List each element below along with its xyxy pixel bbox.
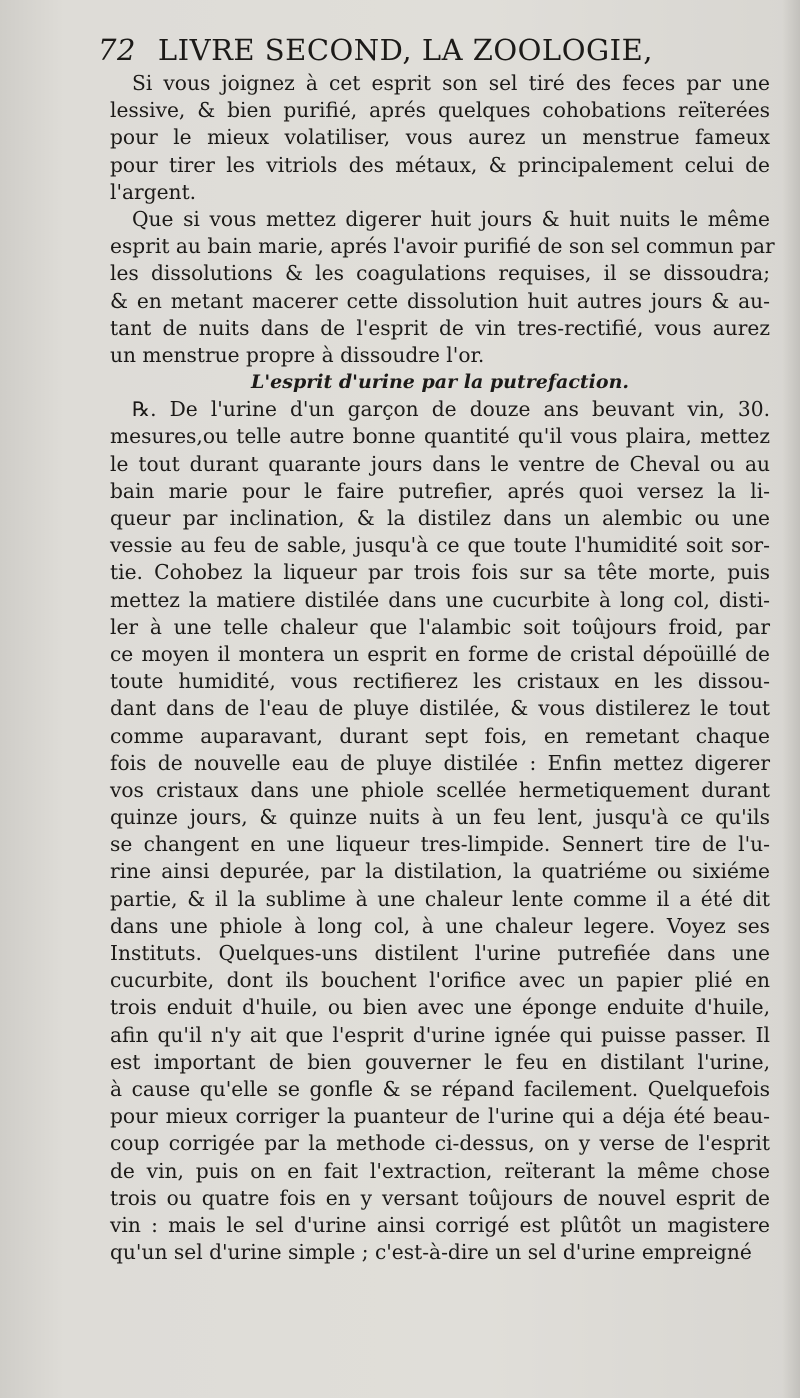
text-line: lessive, & bien purifié, aprés quelques cohobations reïterées [110,98,770,123]
paragraph [110,70,770,206]
text-line: trois ou quatre fois en y versant toûjours de nouvel esprit de [110,1185,770,1210]
text-line: bain marie pour le faire putrefier, aprés quoi versez la li- [110,478,770,503]
body-text [110,70,775,1266]
text-line: fois de nouvelle eau de pluye distilée : Enfin mettez digerer [110,750,770,775]
text-line: est important de bien gouverner le feu en distilant l'urine, [110,1049,770,1074]
text-line: pour tirer les vitriols des métaux, & principalement celui de [110,152,770,177]
text-line: & en metant macerer cette dissolution huit autres jours & au- [110,288,770,313]
page-edge-shadow [782,0,800,1398]
text-line: dant dans de l'eau de pluye distilée, & vous distilerez le tout [110,696,770,721]
text-line: coup corrigée par la methode ci-dessus, on y verse de l'esprit [110,1131,770,1156]
text-line: ler à une telle chaleur que l'alambic soit toûjours froid, par [110,614,770,639]
text-line: comme auparavant, durant sept fois, en remetant chaque [110,723,770,748]
text-line: toute humidité, vous rectifierez les cristaux en les dissou- [110,669,770,694]
text-line: quinze jours, & quinze nuits à un feu lent, jusqu'à ce qu'ils [110,805,770,830]
text-line: trois enduit d'huile, ou bien avec une éponge enduite d'huile, [110,995,770,1020]
text-line: afin qu'il n'y ait que l'esprit d'urine ignée qui puisse passer. Il [110,1022,770,1047]
text-line: ℞. De l'urine d'un garçon de douze ans beuvant vin, 30. [132,397,770,422]
text-line: cucurbite, dont ils bouchent l'orifice avec un papier plié en [110,968,770,993]
text-line: Instituts. Quelques-uns distilent l'urine putrefiée dans une [110,941,770,965]
text-line: se changent en une liqueur tres-limpide. Sennert tire de l'u- [110,832,770,857]
text-line: l'argent. [110,179,197,204]
text-line: mettez la matiere distilée dans une cucurbite à long col, disti- [110,587,770,612]
text-line: Que si vous mettez digerer huit jours & huit nuits le même [132,206,770,231]
text-line: le tout durant quarante jours dans le ventre de Cheval ou au [110,451,770,476]
text-line: pour mieux corriger la puanteur de l'urine qui a déja été beau- [110,1104,770,1129]
text-line: rine ainsi depurée, par la distilation, la quatriéme ou sixiéme [110,859,770,884]
section-heading: L'esprit d'urine par la putrefaction. [250,371,629,394]
running-head [98,28,698,72]
text-line: un menstrue propre à dissoudre l'or. [110,342,485,367]
text-line: mesures,ou telle autre bonne quantité qu'il vous plaira, mettez [110,424,770,449]
text-line: de vin, puis on en fait l'extraction, reïterant la même chose [110,1158,770,1183]
text-line: à cause qu'elle se gonfle & se répand facilement. Quelquefois [110,1076,770,1101]
text-line: partie, & il la sublime à une chaleur lente comme il a été dit [110,886,770,911]
paragraph [110,396,770,1266]
text-line: ce moyen il montera un esprit en forme de cristal dépoüillé de [110,641,770,666]
text-line: vos cristaux dans une phiole scellée hermetiquement durant [110,777,770,802]
page-number: 72 [98,33,136,67]
text-line: Si vous joignez à cet esprit son sel tiré des feces par une [132,71,770,95]
paragraph [110,206,775,369]
text-line: pour le mieux volatiliser, vous aurez un menstrue fameux [110,125,770,150]
text-line: tant de nuits dans de l'esprit de vin tres-rectifié, vous aurez [110,315,770,340]
text-line: les dissolutions & les coagulations requises, il se dissoudra; [110,261,770,286]
text-line: vin : mais le sel d'urine ainsi corrigé est plûtôt un magistere [110,1212,770,1237]
text-line: tie. Cohobez la liqueur par trois fois sur sa tête morte, puis [110,560,770,585]
text-line: esprit au bain marie, aprés l'avoir purifié de son sel commun par [110,234,775,259]
text-line: qu'un sel d'urine simple ; c'est-à-dire un sel d'urine empreigné [110,1240,752,1265]
running-head-title: LIVRE SECOND, LA ZOOLOGIE, [157,33,653,67]
text-line: vessie au feu de sable, jusqu'à ce que toute l'humidité soit sor- [110,533,770,558]
text-line: dans une phiole à long col, à une chaleur legere. Voyez ses [110,913,770,938]
text-line: queur par inclination, & la distilez dans un alembic ou une [110,506,770,530]
